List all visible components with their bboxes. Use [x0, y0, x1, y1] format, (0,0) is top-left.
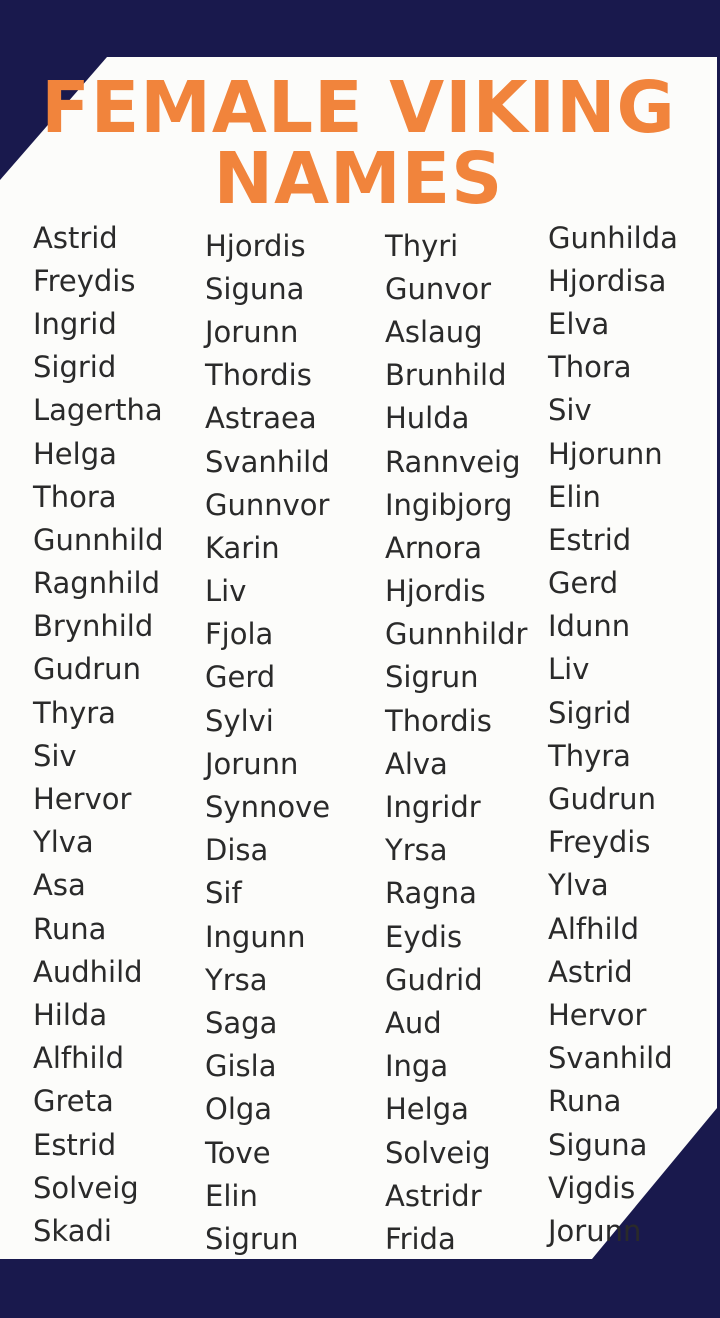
name-item: Alva [385, 746, 448, 781]
name-item: Gunvor [385, 271, 492, 306]
name-item: Thora [33, 479, 117, 514]
name-item: Skadi [33, 1213, 112, 1248]
name-item: Gisla [205, 1049, 277, 1084]
name-item: Freydis [33, 263, 136, 298]
name-item: Astrid [33, 220, 118, 255]
name-item: Estrid [548, 522, 632, 557]
name-item: Gunnhildr [385, 617, 528, 652]
name-item: Hervor [33, 782, 132, 817]
name-item: Idunn [548, 609, 631, 644]
name-item: Ragna [385, 876, 477, 911]
name-item: Aud [385, 1005, 442, 1040]
name-item: Sylvi [205, 703, 274, 738]
name-item: Liv [205, 574, 247, 609]
name-item: Greta [33, 1084, 114, 1119]
name-item: Solveig [385, 1135, 491, 1170]
name-item: Jorunn [205, 746, 299, 781]
title-line-2: NAMES [213, 137, 504, 220]
name-item: Saga [205, 1005, 278, 1040]
name-item: Hjorunn [548, 436, 663, 471]
name-item: Astrid [548, 954, 633, 989]
name-item: Sigrun [385, 660, 479, 695]
name-item: Sif [205, 876, 242, 911]
name-item: Gudrun [33, 652, 141, 687]
name-item: Alfhild [548, 911, 640, 946]
name-item: Solveig [33, 1170, 139, 1205]
name-item: Yrsa [385, 833, 448, 868]
name-item: Hjordisa [548, 263, 667, 298]
name-item: Synnove [205, 790, 331, 825]
name-item: Rannveig [385, 444, 521, 479]
name-item: Fjola [205, 617, 274, 652]
name-item: Helga [33, 436, 117, 471]
name-item: Runa [33, 911, 107, 946]
name-item: Hilda [33, 997, 108, 1032]
name-item: Karin [205, 530, 280, 565]
name-item: Ingibjorg [385, 487, 513, 522]
name-item: Lagertha [33, 393, 163, 428]
name-item: Ingunn [205, 919, 306, 954]
name-item: Estrid [33, 1127, 117, 1162]
name-item: Jorunn [548, 1213, 642, 1248]
name-item: Svanhild [548, 1041, 673, 1076]
name-item: Arnora [385, 530, 483, 565]
name-item: Gunnhild [33, 522, 164, 557]
name-item: Tove [205, 1135, 271, 1170]
name-item: Helga [385, 1092, 469, 1127]
name-item: Yrsa [205, 962, 268, 997]
page-title [0, 66, 717, 220]
name-column-4 [548, 216, 678, 1253]
name-item: Hjordis [385, 574, 486, 609]
name-column-2 [205, 224, 330, 1261]
name-item: Ragnhild [33, 566, 160, 601]
name-item: Hervor [548, 997, 647, 1032]
name-item: Thyri [385, 228, 459, 263]
name-item: Elin [548, 479, 601, 514]
name-item: Astridr [385, 1178, 482, 1213]
name-item: Siguna [548, 1127, 648, 1162]
name-item: Gunnvor [205, 487, 330, 522]
name-item: Liv [548, 652, 590, 687]
name-item: Ingridr [385, 790, 481, 825]
name-item: Gerd [205, 660, 276, 695]
name-item: Thordis [205, 358, 312, 393]
name-item: Thordis [385, 703, 492, 738]
name-item: Siguna [205, 271, 305, 306]
name-item: Frida [385, 1221, 456, 1256]
name-item: Ylva [33, 825, 94, 860]
name-item: Disa [205, 833, 269, 868]
name-item: Freydis [548, 825, 651, 860]
name-column-1 [33, 216, 164, 1253]
name-item: Svanhild [205, 444, 330, 479]
name-item: Thyra [548, 738, 631, 773]
title-line-1: FEMALE VIKING [41, 66, 676, 149]
name-item: Thora [548, 350, 632, 385]
name-item: Gerd [548, 566, 619, 601]
name-item: Astraea [205, 401, 317, 436]
name-item: Eydis [385, 919, 463, 954]
name-item: Siv [548, 393, 592, 428]
name-item: Alfhild [33, 1041, 125, 1076]
name-item: Sigrid [548, 695, 632, 730]
name-item: Sigrun [205, 1221, 299, 1256]
name-item: Runa [548, 1084, 622, 1119]
name-item: Brynhild [33, 609, 154, 644]
name-item: Hjordis [205, 228, 306, 263]
name-column-3 [385, 224, 527, 1261]
name-item: Jorunn [205, 314, 299, 349]
name-item: Hulda [385, 401, 470, 436]
name-item: Vigdis [548, 1170, 636, 1205]
name-item: Ylva [548, 868, 609, 903]
name-item: Brunhild [385, 358, 507, 393]
name-item: Ingrid [33, 306, 117, 341]
name-item: Sigrid [33, 350, 117, 385]
name-item: Aslaug [385, 314, 483, 349]
name-item: Olga [205, 1092, 273, 1127]
name-item: Siv [33, 738, 77, 773]
name-item: Asa [33, 868, 86, 903]
name-item: Gudrid [385, 962, 483, 997]
name-item: Inga [385, 1049, 449, 1084]
name-item: Elin [205, 1178, 258, 1213]
name-item: Gunhilda [548, 220, 678, 255]
name-item: Gudrun [548, 782, 656, 817]
name-item: Audhild [33, 954, 143, 989]
name-item: Thyra [33, 695, 116, 730]
name-item: Elva [548, 306, 610, 341]
